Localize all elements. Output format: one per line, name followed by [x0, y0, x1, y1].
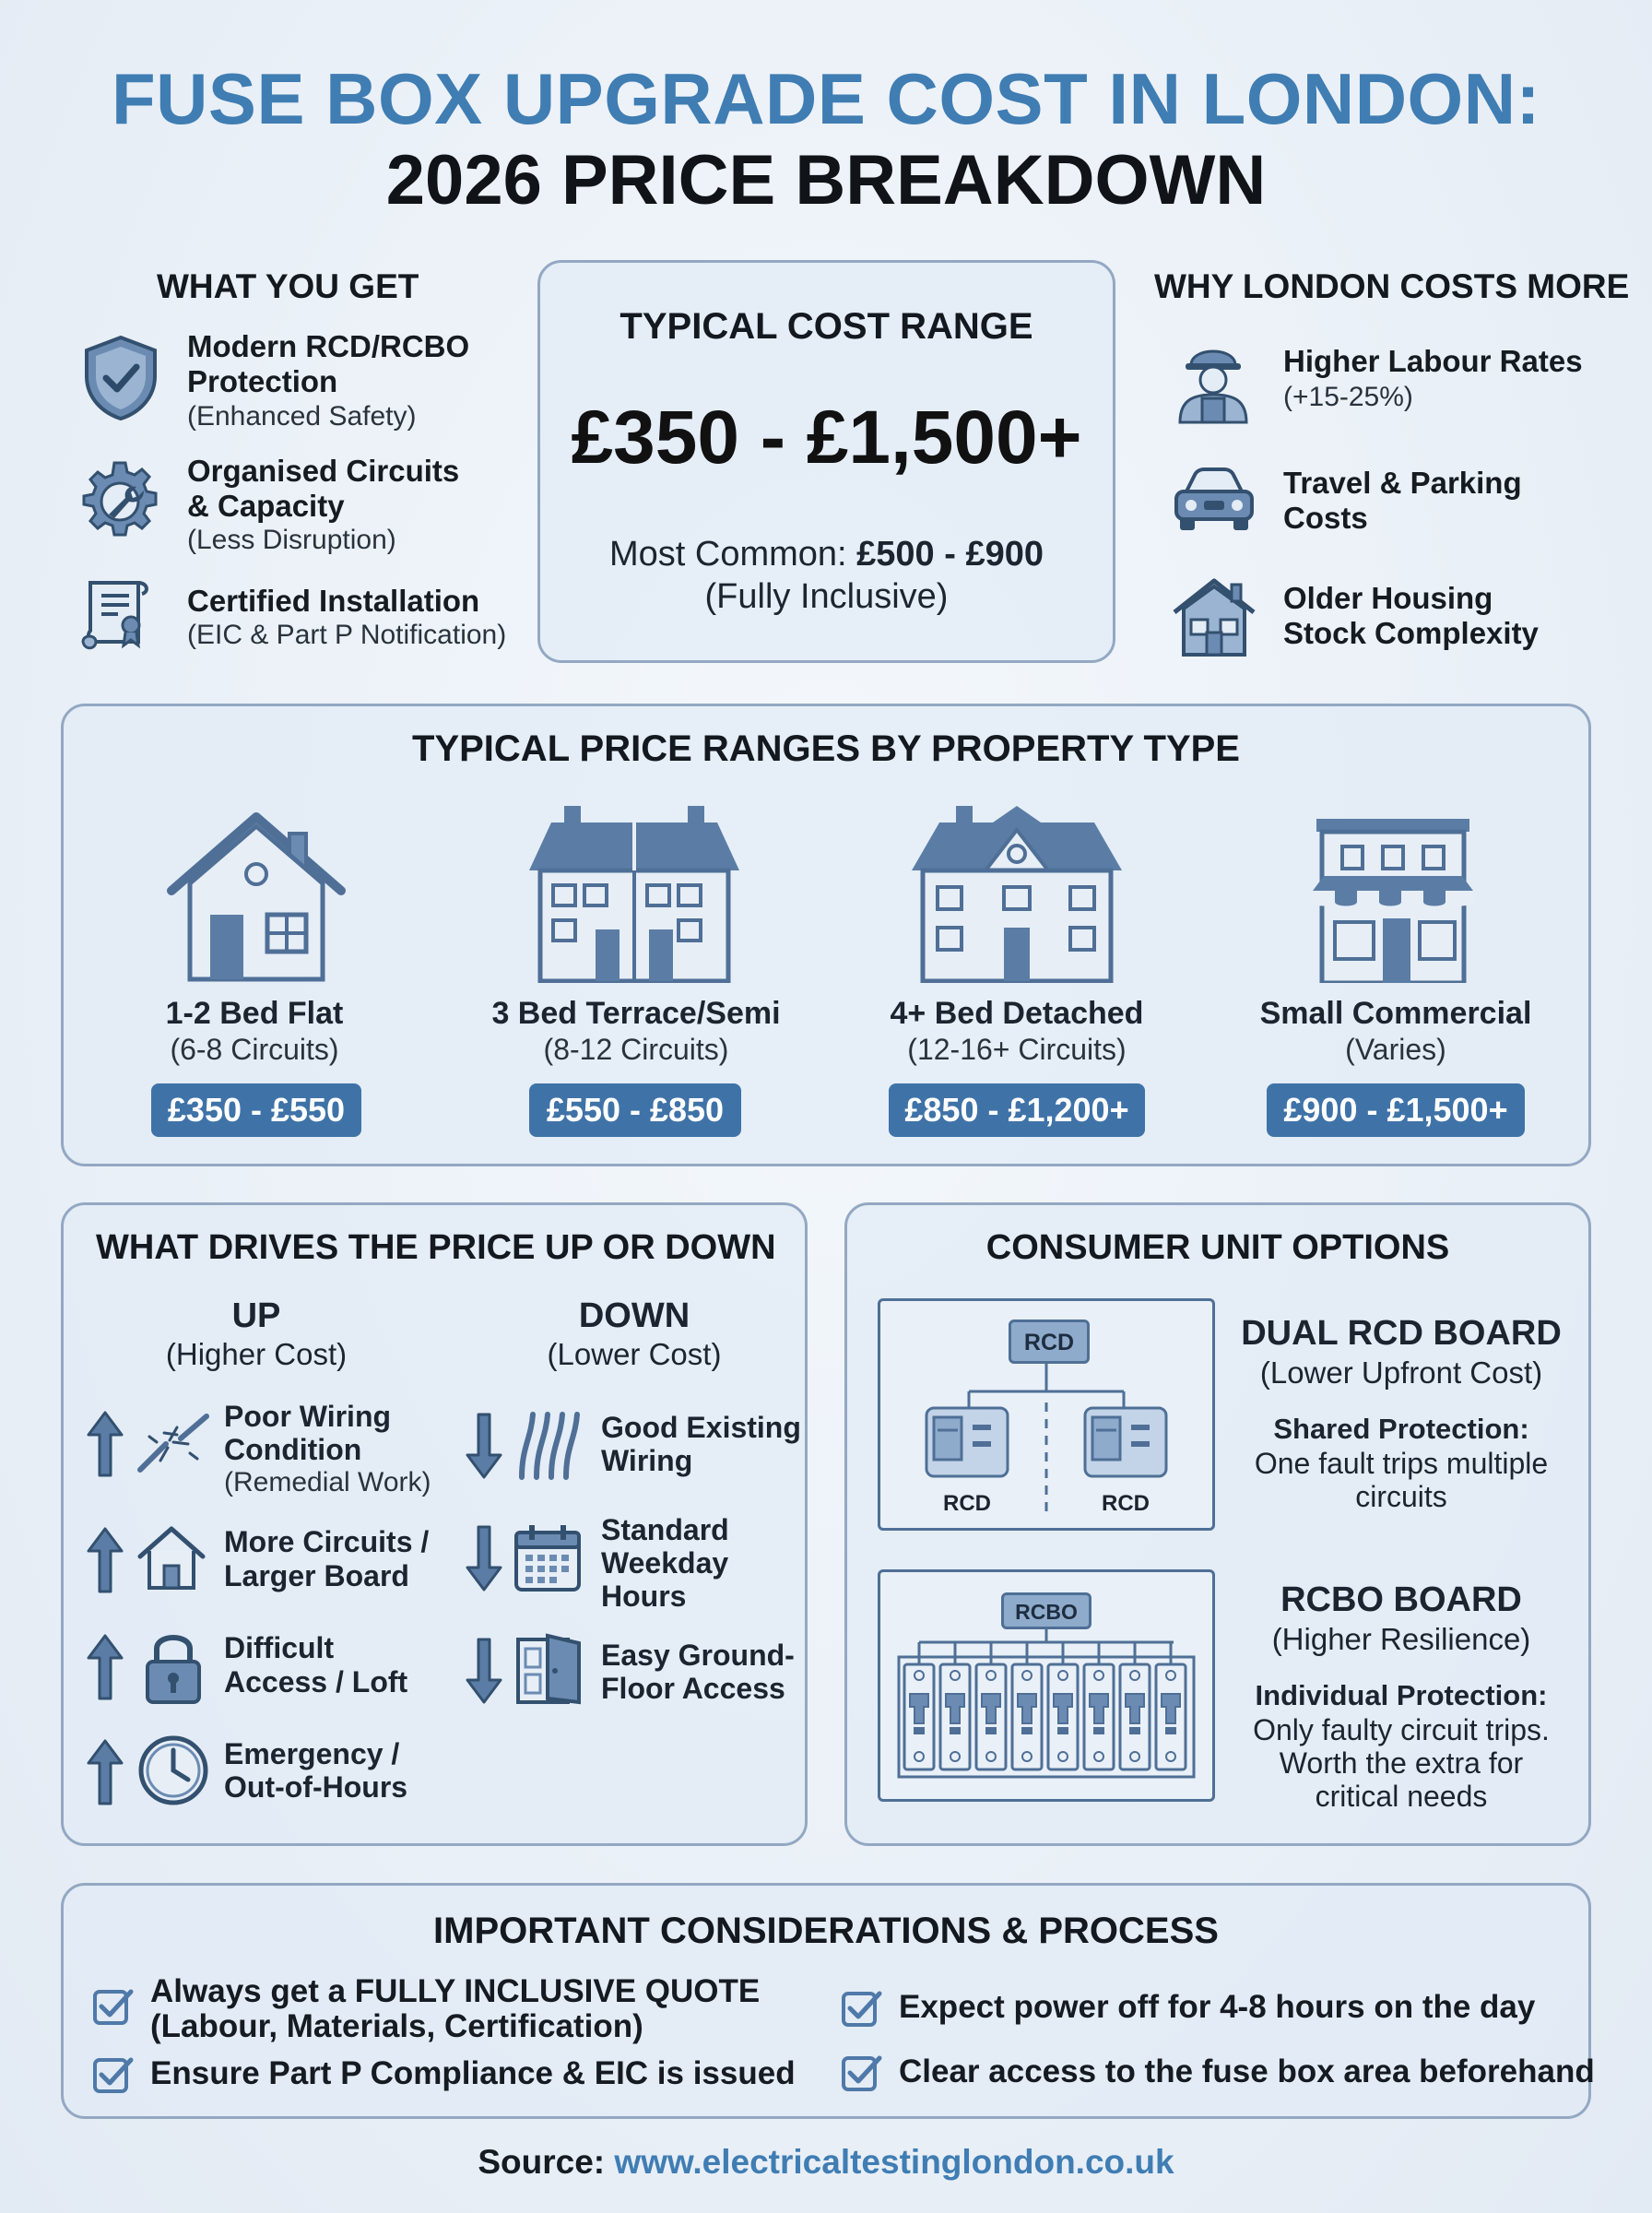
- house-icon: [1171, 575, 1257, 658]
- page-subtitle: 2026 PRICE BREAKDOWN: [385, 141, 1267, 219]
- property-1-circuits: (6-8 Circuits): [170, 1033, 339, 1066]
- why-london-heading: WHY LONDON COSTS MORE: [1154, 267, 1630, 305]
- property-1-price: £350 - £550: [151, 1083, 361, 1137]
- shop-icon: [1307, 815, 1479, 983]
- rcbo-breaker-unit: [940, 1642, 970, 1769]
- rcbo-desc-title: Individual Protection:: [1255, 1679, 1548, 1711]
- property-1-name: 1-2 Bed Flat: [165, 996, 344, 1031]
- up-item-1-label-a: Poor Wiring: [224, 1400, 392, 1433]
- rcbo-desc-b: Worth the extra for: [1279, 1746, 1524, 1780]
- cost-range-value: £350 - £1,500+: [571, 396, 1082, 479]
- flat-house-icon: [166, 811, 347, 983]
- rcbo-breakers: [880, 1572, 1212, 1799]
- detached-house-icon: [908, 802, 1126, 983]
- page-title: FUSE BOX UPGRADE COST IN LONDON:: [111, 58, 1541, 139]
- wyg-item-2-title-b: & Capacity: [187, 489, 345, 523]
- down-item-2-label-a: Standard: [601, 1513, 729, 1546]
- considerations-heading: IMPORTANT CONSIDERATIONS & PROCESS: [433, 1911, 1219, 1951]
- up-item-3-label-b: Access / Loft: [224, 1665, 408, 1698]
- why-item-1-title-b: (+15-25%): [1283, 382, 1413, 412]
- gear-wrench-icon: [77, 459, 162, 544]
- why-item-2-title-b: Costs: [1283, 501, 1368, 535]
- property-3-price: £850 - £1,200+: [889, 1083, 1145, 1137]
- up-item-1-sub: (Remedial Work): [224, 1467, 431, 1497]
- rcbo-breaker-unit: [904, 1642, 934, 1769]
- dual-rcd-sub: (Lower Upfront Cost): [1259, 1355, 1543, 1390]
- property-2-price: £550 - £850: [529, 1083, 741, 1137]
- consideration-1-line-a: Always get a FULLY INCLUSIVE QUOTE: [150, 1973, 761, 2009]
- rcbo-breaker-unit: [1120, 1642, 1150, 1769]
- dual-rcd-left-label: RCD: [943, 1491, 991, 1516]
- source-label: Source:: [478, 2143, 615, 2181]
- rcbo-breaker-unit: [976, 1642, 1006, 1769]
- rcbo-breaker-unit: [1156, 1642, 1186, 1769]
- down-item-3-label-b: Floor Access: [601, 1672, 785, 1705]
- house-outline-icon: [136, 1523, 206, 1592]
- why-item-2-title-a: Travel & Parking: [1283, 466, 1522, 500]
- source-line: [0, 2143, 1652, 2182]
- wyg-item-2-title-a: Organised Circuits: [187, 454, 460, 488]
- wyg-item-3-sub: (EIC & Part P Notification): [187, 620, 507, 650]
- property-types-heading: TYPICAL PRICE RANGES BY PROPERTY TYPE: [412, 728, 1240, 769]
- up-item-2-label-a: More Circuits /: [224, 1525, 430, 1558]
- rcbo-desc-a: Only faulty circuit trips.: [1253, 1713, 1550, 1746]
- certificate-icon: [77, 577, 157, 657]
- property-2-name: 3 Bed Terrace/Semi: [491, 996, 781, 1031]
- car-icon: [1171, 466, 1257, 534]
- rcbo-breaker-unit: [1012, 1642, 1042, 1769]
- rcbo-desc-c: critical needs: [1315, 1780, 1488, 1813]
- wyg-item-2-sub: (Less Disruption): [187, 525, 396, 555]
- checkbox-icon: [841, 2053, 883, 2093]
- down-heading: DOWN: [578, 1296, 690, 1335]
- most-common-line: [537, 535, 1115, 574]
- dual-rcd-desc-b: circuits: [1355, 1480, 1447, 1513]
- down-arrow-icon: [464, 1636, 504, 1706]
- down-item-1-label-a: Good Existing: [601, 1411, 801, 1444]
- rcbo-breaker-unit: [1084, 1642, 1114, 1769]
- wires-icon: [514, 1411, 584, 1481]
- why-item-3-title-b: Stock Complexity: [1283, 616, 1539, 650]
- rcbo-sub: (Higher Resilience): [1271, 1622, 1531, 1656]
- why-item-3-title-a: Older Housing: [1283, 581, 1493, 615]
- up-item-3-label-a: Difficult: [224, 1631, 335, 1664]
- checkbox-icon: [841, 1988, 883, 2029]
- wyg-item-1-sub: (Enhanced Safety): [187, 401, 417, 432]
- property-4-price: £900 - £1,500+: [1267, 1083, 1525, 1137]
- down-item-1-label-b: Wiring: [601, 1444, 693, 1477]
- up-arrow-icon: [85, 1737, 125, 1807]
- most-common-note: (Fully Inclusive): [704, 577, 949, 616]
- up-item-4-label-a: Emergency /: [224, 1737, 400, 1770]
- consideration-4-line-a: Clear access to the fuse box area beforehand: [899, 2053, 1595, 2089]
- property-4-circuits: (Varies): [1345, 1033, 1446, 1066]
- down-item-2-label-b: Weekday: [601, 1546, 729, 1580]
- dual-rcd-desc-a: One fault trips multiple: [1254, 1447, 1549, 1480]
- checkbox-icon: [92, 2054, 135, 2095]
- what-you-get-heading: WHAT YOU GET: [157, 267, 419, 305]
- up-heading: UP: [231, 1296, 281, 1335]
- property-4-name: Small Commercial: [1259, 996, 1532, 1031]
- up-arrow-icon: [85, 1409, 125, 1479]
- terrace-house-icon: [525, 802, 743, 983]
- rcbo-diagram: [878, 1569, 1215, 1802]
- most-common-label: Most Common:: [608, 535, 857, 574]
- down-arrow-icon: [464, 1523, 504, 1593]
- consideration-1-line-b: (Labour, Materials, Certification): [150, 2008, 643, 2044]
- down-arrow-icon: [464, 1411, 504, 1481]
- drivers-heading: WHAT DRIVES THE PRICE UP OR DOWN: [96, 1228, 776, 1267]
- most-common-value: £500 - £900: [856, 535, 1044, 574]
- broken-wire-icon: [136, 1411, 210, 1477]
- padlock-icon: [144, 1628, 203, 1706]
- dual-rcd-diagram: [878, 1298, 1215, 1531]
- property-2-circuits: (8-12 Circuits): [543, 1033, 729, 1066]
- rcbo-title: RCBO BOARD: [1280, 1580, 1522, 1619]
- clock-icon: [136, 1734, 210, 1807]
- wyg-item-3-title-a: Certified Installation: [187, 584, 480, 618]
- up-arrow-icon: [85, 1632, 125, 1702]
- consumer-units-heading: CONSUMER UNIT OPTIONS: [985, 1228, 1450, 1267]
- calendar-icon: [513, 1523, 583, 1593]
- worker-icon: [1174, 334, 1252, 424]
- up-item-4-label-b: Out-of-Hours: [224, 1770, 408, 1804]
- why-item-1-title-a: Higher Labour Rates: [1283, 344, 1583, 378]
- up-arrow-icon: [85, 1525, 125, 1595]
- down-item-3-label-a: Easy Ground-: [601, 1639, 795, 1672]
- down-sub: (Lower Cost): [547, 1337, 722, 1371]
- shield-check-icon: [81, 334, 160, 422]
- cost-range-heading: TYPICAL COST RANGE: [620, 306, 1033, 347]
- consideration-3-line-a: Expect power off for 4-8 hours on the day: [899, 1989, 1536, 2025]
- property-3-circuits: (12-16+ Circuits): [907, 1033, 1127, 1066]
- dual-rcd-right-label: RCD: [1102, 1491, 1150, 1516]
- rcbo-breaker-unit: [1048, 1642, 1078, 1769]
- dual-rcd-desc-title: Shared Protection:: [1273, 1413, 1529, 1445]
- checkbox-icon: [92, 1986, 135, 2027]
- consideration-2-line-a: Ensure Part P Compliance & EIC is issued: [150, 2055, 796, 2091]
- dual-rcd-title: DUAL RCD BOARD: [1241, 1314, 1562, 1353]
- door-icon: [514, 1632, 584, 1706]
- up-item-1-label-b: Condition: [224, 1433, 362, 1466]
- up-item-2-label-b: Larger Board: [224, 1559, 409, 1592]
- property-3-name: 4+ Bed Detached: [890, 996, 1144, 1031]
- dual-rcd-top-label: RCD: [1009, 1320, 1090, 1364]
- source-link[interactable]: www.electricaltestinglondon.co.uk: [614, 2143, 1174, 2181]
- rcbo-top-label: RCBO: [1001, 1592, 1092, 1629]
- wyg-item-1-title-b: Protection: [187, 364, 338, 398]
- down-item-2-label-c: Hours: [601, 1580, 687, 1613]
- wyg-item-1-title-a: Modern RCD/RCBO: [187, 329, 470, 363]
- up-sub: (Higher Cost): [165, 1337, 348, 1371]
